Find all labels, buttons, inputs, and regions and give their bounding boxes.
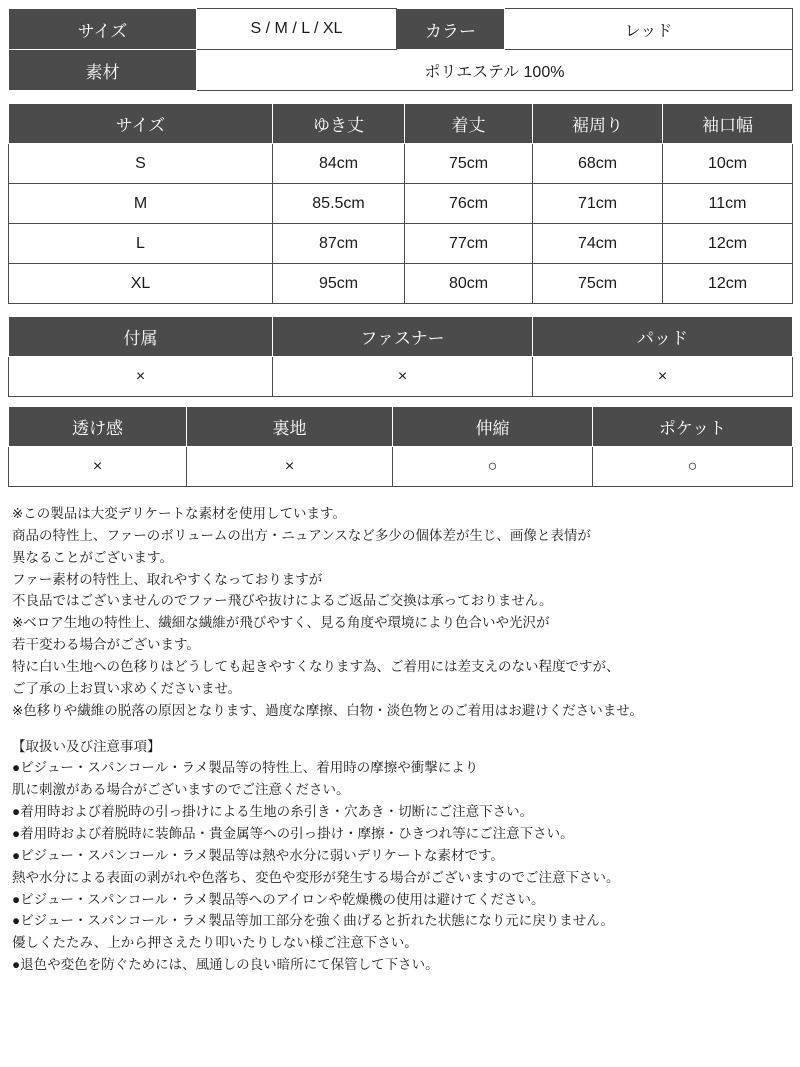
feature-value-sheerness: × bbox=[9, 447, 187, 487]
spec-label-size: サイズ bbox=[9, 9, 197, 50]
feature-header-sheerness: 透け感 bbox=[9, 407, 187, 447]
size-cell: M bbox=[9, 184, 273, 224]
size-cell: 11cm bbox=[663, 184, 793, 224]
notes-section bbox=[8, 503, 792, 976]
size-col-header-cuff-width: 袖口幅 bbox=[663, 104, 793, 144]
size-cell: 87cm bbox=[273, 224, 405, 264]
size-cell: XL bbox=[9, 264, 273, 304]
table-row bbox=[9, 9, 793, 50]
note-line: ●ビジュー・スパンコール・ラメ製品等は熱や水分に弱いデリケートな素材です。 bbox=[12, 847, 504, 863]
size-col-header-sleeve-length: ゆき丈 bbox=[273, 104, 405, 144]
spec-label-color: カラー bbox=[397, 9, 505, 50]
table-row bbox=[9, 224, 793, 264]
feature-value-pocket: ○ bbox=[593, 447, 793, 487]
table-header-row bbox=[9, 407, 793, 447]
table-header-row bbox=[9, 104, 793, 144]
note-line: ●ビジュー・スパンコール・ラメ製品等の特性上、着用時の摩擦や衝撃により bbox=[12, 760, 479, 776]
note-line: ※色移りや繊維の脱落の原因となります、過度な摩擦、白物・淡色物とのご着用はお避けくださいませ。 bbox=[12, 702, 643, 718]
size-cell: 84cm bbox=[273, 144, 405, 184]
note-line: 異なることがございます。 bbox=[12, 549, 173, 565]
size-cell: S bbox=[9, 144, 273, 184]
note-line: 商品の特性上、ファーのボリュームの出方・ニュアンスなど多少の個体差が生じ、画像と表情が bbox=[12, 527, 591, 543]
size-cell: 68cm bbox=[533, 144, 663, 184]
notes-care-title: 【取扱い及び注意事項】 bbox=[12, 738, 161, 754]
spec-value-material: ポリエステル 100% bbox=[197, 50, 793, 91]
feature-value-zipper: × bbox=[273, 357, 533, 397]
feature-header-stretch: 伸縮 bbox=[393, 407, 593, 447]
note-line: 不良品ではございませんのでファー飛びや抜けによるご返品ご交換は承っておりません。 bbox=[12, 593, 553, 609]
table-header-row bbox=[9, 317, 793, 357]
note-line: ファー素材の特性上、取れやすくなっておりますが bbox=[12, 571, 323, 587]
note-line: 優しくたたみ、上から押さえたり叩いたりしない様ご注意下さい。 bbox=[12, 935, 418, 951]
size-cell: 71cm bbox=[533, 184, 663, 224]
size-cell: 76cm bbox=[405, 184, 533, 224]
size-cell: 12cm bbox=[663, 224, 793, 264]
size-col-header-body-length: 着丈 bbox=[405, 104, 533, 144]
notes-block-material bbox=[12, 503, 788, 722]
table-row bbox=[9, 50, 793, 91]
feature-header-pad: パッド bbox=[533, 317, 793, 357]
size-chart-table bbox=[8, 103, 793, 304]
feature-header-pocket: ポケット bbox=[593, 407, 793, 447]
note-line: 特に白い生地への色移りはどうしても起きやすくなります為、ご着用には差支えのない程度ですが、 bbox=[12, 659, 620, 675]
feature-value-lining: × bbox=[187, 447, 393, 487]
note-line: ●退色や変色を防ぐためには、風通しの良い暗所にて保管して下さい。 bbox=[12, 957, 439, 973]
spacer bbox=[8, 397, 792, 406]
size-cell: 77cm bbox=[405, 224, 533, 264]
note-line: ●着用時および着脱時に装飾品・貴金属等への引っ掛け・摩擦・ひきつれ等にご注意下さい。 bbox=[12, 826, 574, 842]
note-line: ●着用時および着脱時の引っ掛けによる生地の糸引き・穴あき・切断にご注意下さい。 bbox=[12, 804, 534, 820]
size-cell: 75cm bbox=[533, 264, 663, 304]
note-line: ●ビジュー・スパンコール・ラメ製品等加工部分を強く曲げると折れた状態になり元に戻りません。 bbox=[12, 913, 615, 929]
feature-header-lining: 裏地 bbox=[187, 407, 393, 447]
size-cell: 85.5cm bbox=[273, 184, 405, 224]
feature-table-2 bbox=[8, 406, 793, 487]
note-line: 肌に刺激がある場合がございますのでご注意ください。 bbox=[12, 782, 350, 798]
note-line: ●ビジュー・スパンコール・ラメ製品等へのアイロンや乾燥機の使用は避けてください。 bbox=[12, 891, 545, 907]
size-cell: 80cm bbox=[405, 264, 533, 304]
note-line: 若干変わる場合がございます。 bbox=[12, 637, 200, 653]
size-cell: 12cm bbox=[663, 264, 793, 304]
feature-header-zipper: ファスナー bbox=[273, 317, 533, 357]
feature-value-accessory: × bbox=[9, 357, 273, 397]
size-cell: 10cm bbox=[663, 144, 793, 184]
size-cell: L bbox=[9, 224, 273, 264]
feature-table-1 bbox=[8, 316, 793, 397]
table-row bbox=[9, 184, 793, 224]
note-line: ご了承の上お買い求めくださいませ。 bbox=[12, 680, 242, 696]
spec-table bbox=[8, 8, 793, 91]
spacer bbox=[8, 304, 792, 316]
table-row bbox=[9, 144, 793, 184]
table-row bbox=[9, 264, 793, 304]
size-cell: 75cm bbox=[405, 144, 533, 184]
note-line: ※ベロア生地の特性上、繊細な繊維が飛びやすく、見る角度や環境により色合いや光沢が bbox=[12, 615, 550, 631]
feature-value-pad: × bbox=[533, 357, 793, 397]
spec-value-color: レッド bbox=[505, 9, 793, 50]
note-line: ※この製品は大変デリケートな素材を使用しています。 bbox=[12, 506, 346, 521]
feature-value-stretch: ○ bbox=[393, 447, 593, 487]
size-col-header-size: サイズ bbox=[9, 104, 273, 144]
feature-header-accessory: 付属 bbox=[9, 317, 273, 357]
spacer bbox=[8, 91, 792, 103]
table-row bbox=[9, 447, 793, 487]
spec-value-size: S / M / L / XL bbox=[197, 9, 397, 50]
size-cell: 95cm bbox=[273, 264, 405, 304]
size-cell: 74cm bbox=[533, 224, 663, 264]
note-line: 熱や水分による表面の剥がれや色落ち、変色や変形が発生する場合がございますのでご注意下さい。 bbox=[12, 869, 620, 885]
spec-label-material: 素材 bbox=[9, 50, 197, 91]
size-col-header-hem: 裾周り bbox=[533, 104, 663, 144]
notes-block-care bbox=[12, 736, 788, 976]
table-row bbox=[9, 357, 793, 397]
